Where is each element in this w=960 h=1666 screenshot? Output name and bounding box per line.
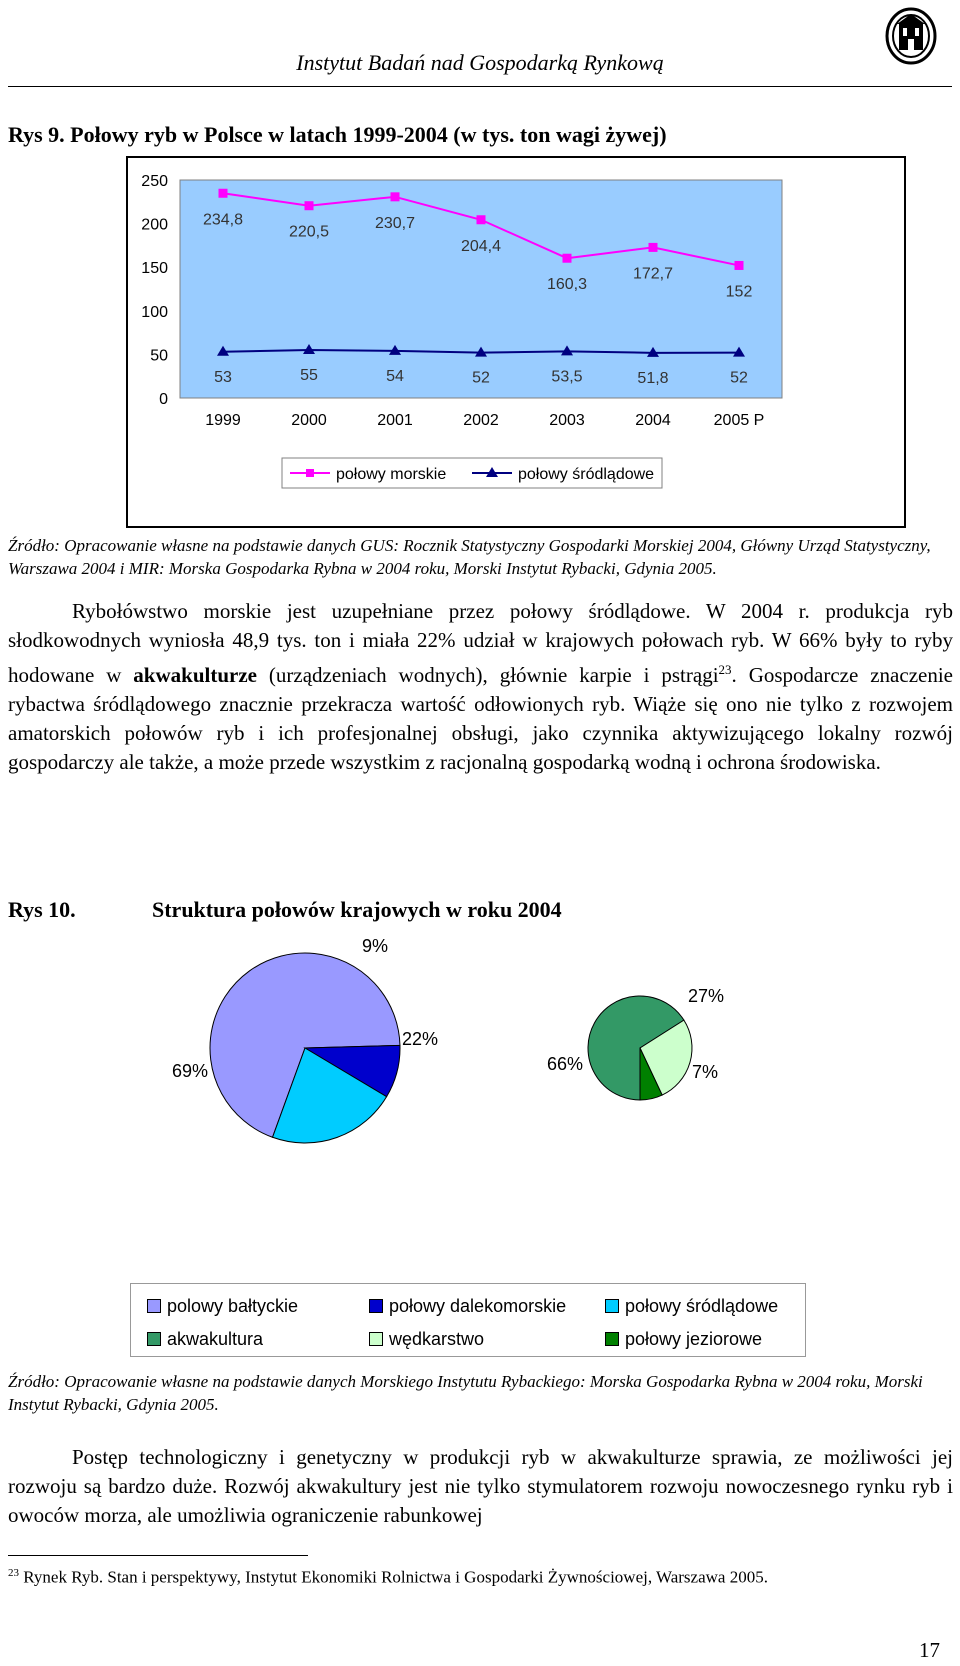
y-tick-label: 50 xyxy=(150,347,168,365)
legend-label: połowy śródlądowe xyxy=(518,466,655,483)
line-chart xyxy=(128,158,904,526)
legend-item-lake: połowy jeziorowe xyxy=(605,1329,762,1350)
data-label: 52 xyxy=(730,369,748,387)
x-tick-label: 2002 xyxy=(463,412,499,429)
line-chart-frame xyxy=(126,156,906,528)
data-label: 53,5 xyxy=(551,368,583,386)
x-tick-label: 2001 xyxy=(377,412,413,429)
paragraph-2 xyxy=(8,1443,953,1530)
data-label: 234,8 xyxy=(202,211,244,229)
series-point xyxy=(219,189,227,197)
footnote-ref[interactable]: 23 xyxy=(718,662,732,677)
pie-slice-label: 7% xyxy=(691,1062,719,1082)
figure2-caption-text: Struktura połowów krajowych w roku 2004 xyxy=(152,897,562,922)
header-rule xyxy=(8,86,952,87)
y-tick-label: 100 xyxy=(141,303,168,321)
x-tick-label: 2004 xyxy=(635,412,671,429)
footnote-rule xyxy=(8,1555,308,1556)
data-label: 220,5 xyxy=(288,223,330,241)
data-label: 160,3 xyxy=(546,276,588,294)
legend-swatch xyxy=(147,1299,161,1313)
plot-area xyxy=(180,180,782,398)
y-tick-label: 250 xyxy=(141,173,168,190)
figure2-source: Źródło: Opracowanie własne na podstawie danych Morskiego Instytutu Rybackiego: Morska Gospodarka Rybna w 2004 roku, Morski Instytut Rybacki, Gdynia 2005. xyxy=(8,1372,923,1414)
data-label: 204,4 xyxy=(460,237,502,255)
x-tick-label: 2005 P xyxy=(713,412,765,429)
legend-marker xyxy=(306,469,314,477)
figure1-caption: Rys 9. Połowy ryb w Polsce w latach 1999-2004 (w tys. ton wagi żywej) xyxy=(8,122,667,147)
data-label: 152 xyxy=(725,283,753,301)
data-label: 55 xyxy=(300,367,318,385)
y-tick-label: 200 xyxy=(141,216,168,234)
legend-item-aquaculture: akwakultura xyxy=(147,1329,263,1350)
paragraph-1-part2: (urządzeniach wodnych), głównie karpie i pstrągi xyxy=(256,663,719,687)
data-label: 230,7 xyxy=(374,214,416,232)
legend-item-baltic: polowy bałtyckie xyxy=(147,1296,298,1317)
series-point xyxy=(735,261,743,269)
paragraph-1 xyxy=(8,597,953,777)
figure1-source: Źródło: Opracowanie własne na podstawie danych GUS: Rocznik Statystyczny Gospodarki Morskiej 2004, Główny Urząd Statystyczny, Warszawa 2004 i MIR: Morska Gospodarka Rybna w 2004 roku, Morski Instytut Rybacki, Gdynia 2005. xyxy=(8,536,931,578)
institute-logo xyxy=(884,6,938,66)
y-tick-label: 0 xyxy=(159,391,168,408)
paragraph-1-part3: . Gospodarcze znaczenie rybactwa śródlądowego znacznie przekracza wartość odłowionych ryb. Wiąże się ono nie tylko z rozwojem amatorskich połowów ryb i ich profesjonalnej obsługi, jako czynnika aktywizującego lokalny rozwój gospodarczy ale także, a może przede wszystkim z racjonalną gospodarką wodną i ochrona środowiska. xyxy=(8,663,953,774)
pie-slice-label: 66% xyxy=(546,1054,584,1074)
x-tick-label: 2000 xyxy=(291,412,327,429)
series-point xyxy=(563,254,571,262)
pie-slice-label: 27% xyxy=(687,986,725,1006)
legend-swatch xyxy=(605,1332,619,1346)
legend-label: połowy morskie xyxy=(336,466,447,483)
series-point xyxy=(391,193,399,201)
legend-swatch xyxy=(369,1299,383,1313)
footnote xyxy=(8,1567,953,1588)
data-label: 53 xyxy=(214,368,232,386)
data-label: 54 xyxy=(386,367,404,385)
pie-slice-label: 22% xyxy=(401,1029,439,1049)
x-tick-label: 2003 xyxy=(549,412,585,429)
pie-slice-label: 9% xyxy=(361,936,389,956)
legend-swatch xyxy=(369,1332,383,1346)
legend-item-inland: połowy śródlądowe xyxy=(605,1296,778,1317)
series-point xyxy=(649,243,657,251)
pie-slice-label: 69% xyxy=(171,1061,209,1081)
data-label: 52 xyxy=(472,369,490,387)
legend-swatch xyxy=(605,1299,619,1313)
data-label: 172,7 xyxy=(632,265,674,283)
footnote-text: Rynek Ryb. Stan i perspektywy, Instytut Ekonomiki Rolnictwa i Gospodarki Żywnościowej, Warszawa 2005. xyxy=(19,1567,768,1587)
legend-swatch xyxy=(147,1332,161,1346)
pie-charts xyxy=(0,936,960,1280)
paragraph-1-bold: akwakulturze xyxy=(133,663,257,687)
series-point xyxy=(305,202,313,210)
figure2-caption-num: Rys 10. xyxy=(8,897,76,922)
footnote-number: 23 xyxy=(8,1567,19,1579)
paragraph-1-part1: Rybołówstwo morskie jest uzupełniane przez połowy śródlądowe. W 2004 r. produkcja ryb słodkowodnych wyniosła 48,9 tys. ton i miała 22% udział w krajowych połowach ryb. W 66% były to ryby hodowane w xyxy=(8,599,953,687)
legend-item-distant: połowy dalekomorskie xyxy=(369,1296,566,1317)
y-tick-label: 150 xyxy=(141,260,168,278)
x-tick-label: 1999 xyxy=(205,412,241,429)
pie-legend xyxy=(130,1283,806,1357)
legend-item-angling: wędkarstwo xyxy=(369,1329,484,1350)
page-number: 17 xyxy=(919,1638,940,1662)
series-point xyxy=(477,216,485,224)
paragraph-2-text: Postęp technologiczny i genetyczny w produkcji ryb w akwakulturze sprawia, ze możliwości jej rozwoju są bardzo duże. Rozwój akwakultury jest nie tylko stymulatorem rozwoju nowoczesnego rynku ryb i owoców morza, ale umożliwia ograniczenie rabunkowej xyxy=(8,1445,953,1527)
data-label: 51,8 xyxy=(637,369,669,387)
header-title: Instytut Badań nad Gospodarką Rynkową xyxy=(296,50,664,75)
